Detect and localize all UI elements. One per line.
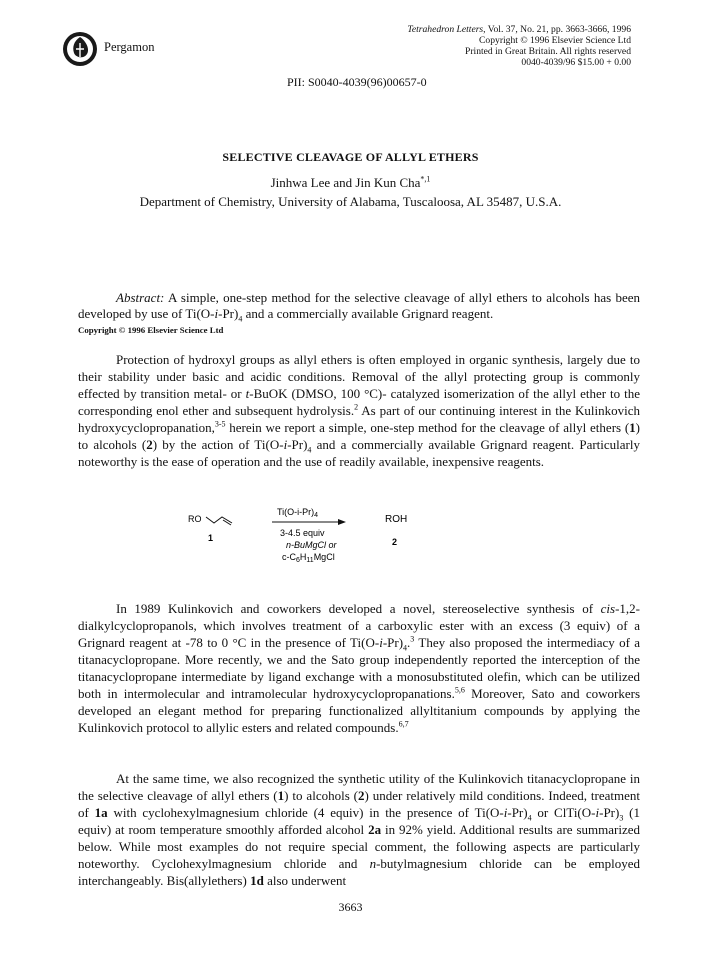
- text: ) to alcohols (: [78, 420, 640, 452]
- reference: 5,6: [454, 685, 465, 695]
- compound-number: 2: [146, 437, 153, 452]
- scheme-label-2: 2: [392, 537, 398, 547]
- reaction-scheme: [180, 505, 440, 590]
- text: ) under relatively mild conditions. Indeed, treatment of: [78, 788, 641, 820]
- text: -butylmagnesium chloride can be employed interchangeably. Bis(allylethers): [78, 856, 640, 888]
- text: .: [407, 635, 411, 650]
- text: -1,2-dialkylcyclopropanols, which involves treatment of a carboxylic ester with an excess (3 equiv) of a Grignard reagent at -78 to 0 °C in the presence of Ti(O-: [78, 601, 640, 650]
- text: -Pr): [382, 635, 404, 650]
- compound-number: 2a: [368, 822, 382, 837]
- text: -BuOK (DMSO, 100 °C)- catalyzed isomerization of the allyl ether to the corresponding enol ether and subsequent hydrolysis.: [78, 386, 640, 418]
- subscript: 4: [307, 445, 312, 455]
- elsevier-logo-icon: [62, 31, 98, 67]
- abstract-label: Abstract:: [116, 290, 165, 305]
- scheme-label-1: 1: [208, 533, 214, 543]
- text: Moreover, Sato and coworkers developed an elegant method for preparing functionalized allyltitanium compounds by applying the Kulinkovich protocol to allylic esters and related compounds.: [78, 686, 641, 735]
- paper-title: SELECTIVE CLEAVAGE OF ALLYL ETHERS: [222, 150, 479, 164]
- text: ) by the action of Ti(O-: [152, 437, 284, 452]
- paragraph-results: [78, 770, 640, 889]
- scheme-drawing: [180, 505, 440, 590]
- paragraph-intro: [78, 351, 640, 470]
- scheme-condition-1: 3-4.5 equiv: [280, 528, 325, 538]
- journal-price: 0040-4039/96 $15.00 + 0.00: [521, 57, 631, 68]
- italic: i: [283, 437, 288, 452]
- subscript: 4: [403, 643, 408, 653]
- subscript: 4: [527, 813, 532, 823]
- text: (1 equiv) at room temperature smoothly afforded alcohol: [78, 805, 640, 837]
- compound-number: 2: [358, 788, 365, 803]
- author-names: Jinhwa Lee and Jin Kun Cha: [270, 175, 421, 190]
- text: with cyclohexylmagnesium chloride (4 equiv) in the presence of Ti(O-: [107, 805, 504, 820]
- scheme-product: ROH: [385, 514, 408, 525]
- page-number: 3663: [338, 900, 363, 914]
- italic: t: [245, 386, 250, 401]
- italic: i: [503, 805, 508, 820]
- affiliation: Department of Chemistry, University of Alabama, Tuscaloosa, AL 35487, U.S.A.: [139, 194, 562, 209]
- text: and a commercially available Grignard reagent. Particularly noteworthy is the ease of operation and the use of readily available, inexpensive reagents.: [78, 437, 640, 469]
- subscript: 3: [619, 813, 624, 823]
- abstract: [78, 290, 640, 322]
- journal-title: Tetrahedron Letters: [407, 24, 484, 35]
- scheme-ro: RO: [188, 514, 202, 524]
- pii: PII: S0040-4039(96)00657-0: [287, 75, 427, 89]
- publisher-name: Pergamon: [104, 40, 155, 54]
- paragraph-kulinkovich: [78, 600, 640, 736]
- abstract-text: A simple, one-step method for the selective cleavage of allyl ethers to alcohols has been developed by use of Ti(O-: [78, 290, 640, 321]
- text: In 1989 Kulinkovich and coworkers developed a novel, stereoselective synthesis of: [116, 601, 601, 616]
- text: At the same time, we also recognized the synthetic utility of the Kulinkovich titanacyclopropane in the selective cleavage of allyl ethers (: [78, 771, 640, 803]
- scheme-condition-3: $c-C_6H_{11}MgCl$: [282, 552, 335, 564]
- italic: i: [595, 805, 600, 820]
- scheme-condition-2: n-BuMgCl or: [286, 540, 337, 550]
- compound-number: 1d: [250, 873, 264, 888]
- reference: 2: [354, 402, 359, 412]
- text: or ClTi(O-: [531, 805, 596, 820]
- abstract-text: -Pr): [218, 306, 239, 321]
- abstract-text: and a commercially available Grignard reagent.: [242, 306, 494, 321]
- compound-number: 1: [629, 420, 636, 435]
- reference: 3-5: [214, 419, 226, 429]
- journal-citation: , Vol. 37, No. 21, pp. 3663-3666, 1996: [483, 24, 631, 35]
- abstract-copyright: Copyright © 1996 Elsevier Science Ltd: [78, 325, 224, 335]
- journal-info: [407, 24, 631, 68]
- reference: 6,7: [398, 719, 409, 729]
- text: Protection of hydroxyl groups as allyl ethers is often employed in organic synthesis, largely due to their stability under basic and acidic conditions. Removal of the allyl protecting group is commonly effected by transition metal- or: [78, 352, 640, 401]
- text: -Pr): [507, 805, 528, 820]
- journal-printed: Printed in Great Britain. All rights reserved: [465, 46, 631, 57]
- text: As part of our continuing interest in the Kulinkovich hydroxycyclopropanation,: [78, 403, 640, 435]
- italic: n: [369, 856, 377, 871]
- text: ) to alcohols (: [284, 788, 359, 803]
- author-mark: *,1: [420, 174, 431, 184]
- scheme-reagent: $Ti(O-i-Pr)_4$: [277, 507, 319, 519]
- journal-copyright: Copyright © 1996 Elsevier Science Ltd: [479, 35, 631, 46]
- abstract-sub: 4: [238, 314, 243, 324]
- compound-number: 1a: [94, 805, 108, 820]
- authors: [0, 175, 701, 191]
- text: herein we report a simple, one-step method for the cleavage of allyl ethers (: [225, 420, 630, 435]
- text: They also proposed the intermediacy of a titanacyclopropane. More recently, we and the Sato group independently reported the interception of the titanacyclopropane intermediate by ligand exchange with a monosubstituted olefin, which can be utilized both in intermolecular and intramolecular hydroxycyclopropanations.: [78, 635, 640, 701]
- text: -Pr): [599, 805, 620, 820]
- abstract-italic: i: [214, 306, 219, 321]
- italic: i: [379, 635, 383, 650]
- italic: cis: [600, 601, 616, 616]
- compound-number: 1: [277, 788, 285, 803]
- reference: 3: [410, 634, 415, 644]
- text: also underwent: [263, 873, 347, 888]
- text: in 92% yield. Additional results are summarized below. While most examples do not require special comment, the following aspects are particularly noteworthy. Cyclohexylmagnesium chloride and: [78, 822, 641, 871]
- text: -Pr): [287, 437, 308, 452]
